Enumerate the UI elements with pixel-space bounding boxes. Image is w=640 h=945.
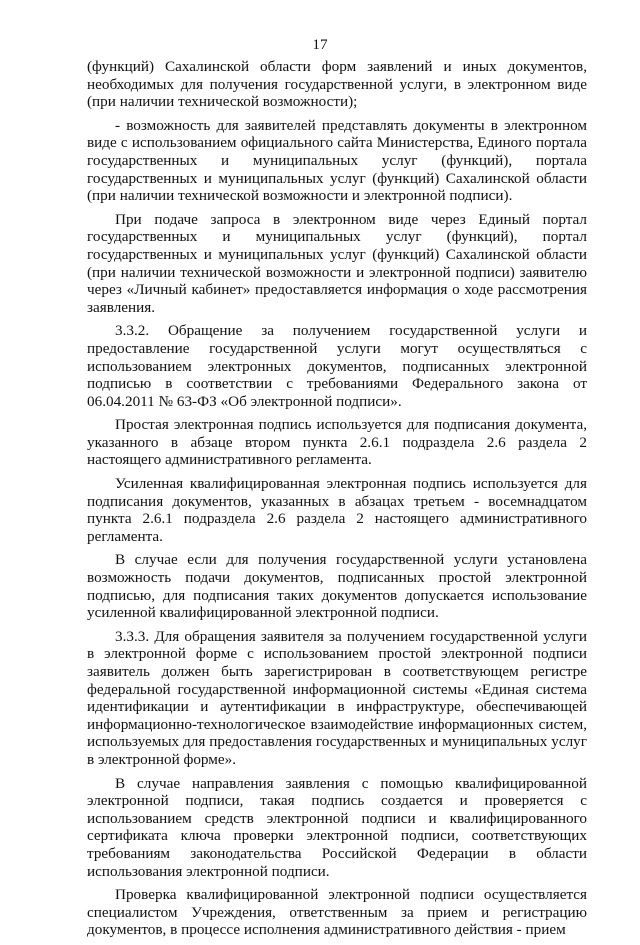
- paragraph: 3.3.3. Для обращения заявителя за получением государственной услуги в электронной форме с использованием простой электронной подписи заявитель должен быть зарегистрирован в соответствующем регистре федеральной государственной информационной системы «Единая система идентификации и аутентификации в инфраструктуре, обеспечивающей информационно-технологическое взаимодействие информационных систем, используемых для предоставления государственных и муниципальных услуг в электронной форме».: [87, 627, 587, 768]
- paragraph: 3.3.2. Обращение за получением государственной услуги и предоставление государственной услуги могут осуществляться с использованием электронных документов, подписанных электронной подписью в соответствии с требованиями Федерального закона от 06.04.2011 № 63-ФЗ «Об электронной подписи».: [87, 322, 587, 410]
- paragraph: (функций) Сахалинской области форм заявлений и иных документов, необходимых для получения государственной услуги, в электронном виде (при наличии технической возможности);: [87, 58, 587, 111]
- paragraph: При подаче запроса в электронном виде через Единый портал государственных и муниципальных услуг (функций), портал государственных и муниципальных услуг (функций) Сахалинской области (при наличии технической возможности и электронной подписи) заявителю через «Личный кабинет» предоставляется информация о ходе рассмотрения заявления.: [87, 210, 587, 316]
- paragraph: Усиленная квалифицированная электронная подпись используется для подписания документов, указанных в абзацах третьем - восемнадцатом пункта 2.6.1 подраздела 2.6 раздела 2 настоящего административного регламента.: [87, 475, 587, 545]
- paragraph: Проверка квалифицированной электронной подписи осуществляется специалистом Учреждения, ответственным за прием и регистрацию документов, в процессе исполнения административного действия - прием: [87, 886, 587, 939]
- document-body: [87, 58, 587, 945]
- paragraph: В случае направления заявления с помощью квалифицированной электронной подписи, такая подпись создается и проверяется с использованием средств электронной подписи и квалифицированного сертификата ключа проверки электронной подписи, соответствующих требованиям законодательства Российской Федерации в области использования электронной подписи.: [87, 774, 587, 880]
- page-number: 17: [312, 36, 328, 53]
- paragraph: В случае если для получения государственной услуги установлена возможность подачи документов, подписанных простой электронной подписью, для подписания таких документов допускается использование усиленной квалифицированной электронной подписи.: [87, 551, 587, 622]
- paragraph: - возможность для заявителей представлять документы в электронном виде с использованием официального сайта Министерства, Единого портала государственных и муниципальных услуг (функций), портала государственных и муниципальных услуг (функций) Сахалинской области (при наличии технической возможности и электронной подписи).: [87, 116, 587, 205]
- paragraph: Простая электронная подпись используется для подписания документа, указанного в абзаце втором пункта 2.6.1 подраздела 2.6 раздела 2 настоящего административного регламента.: [87, 416, 587, 469]
